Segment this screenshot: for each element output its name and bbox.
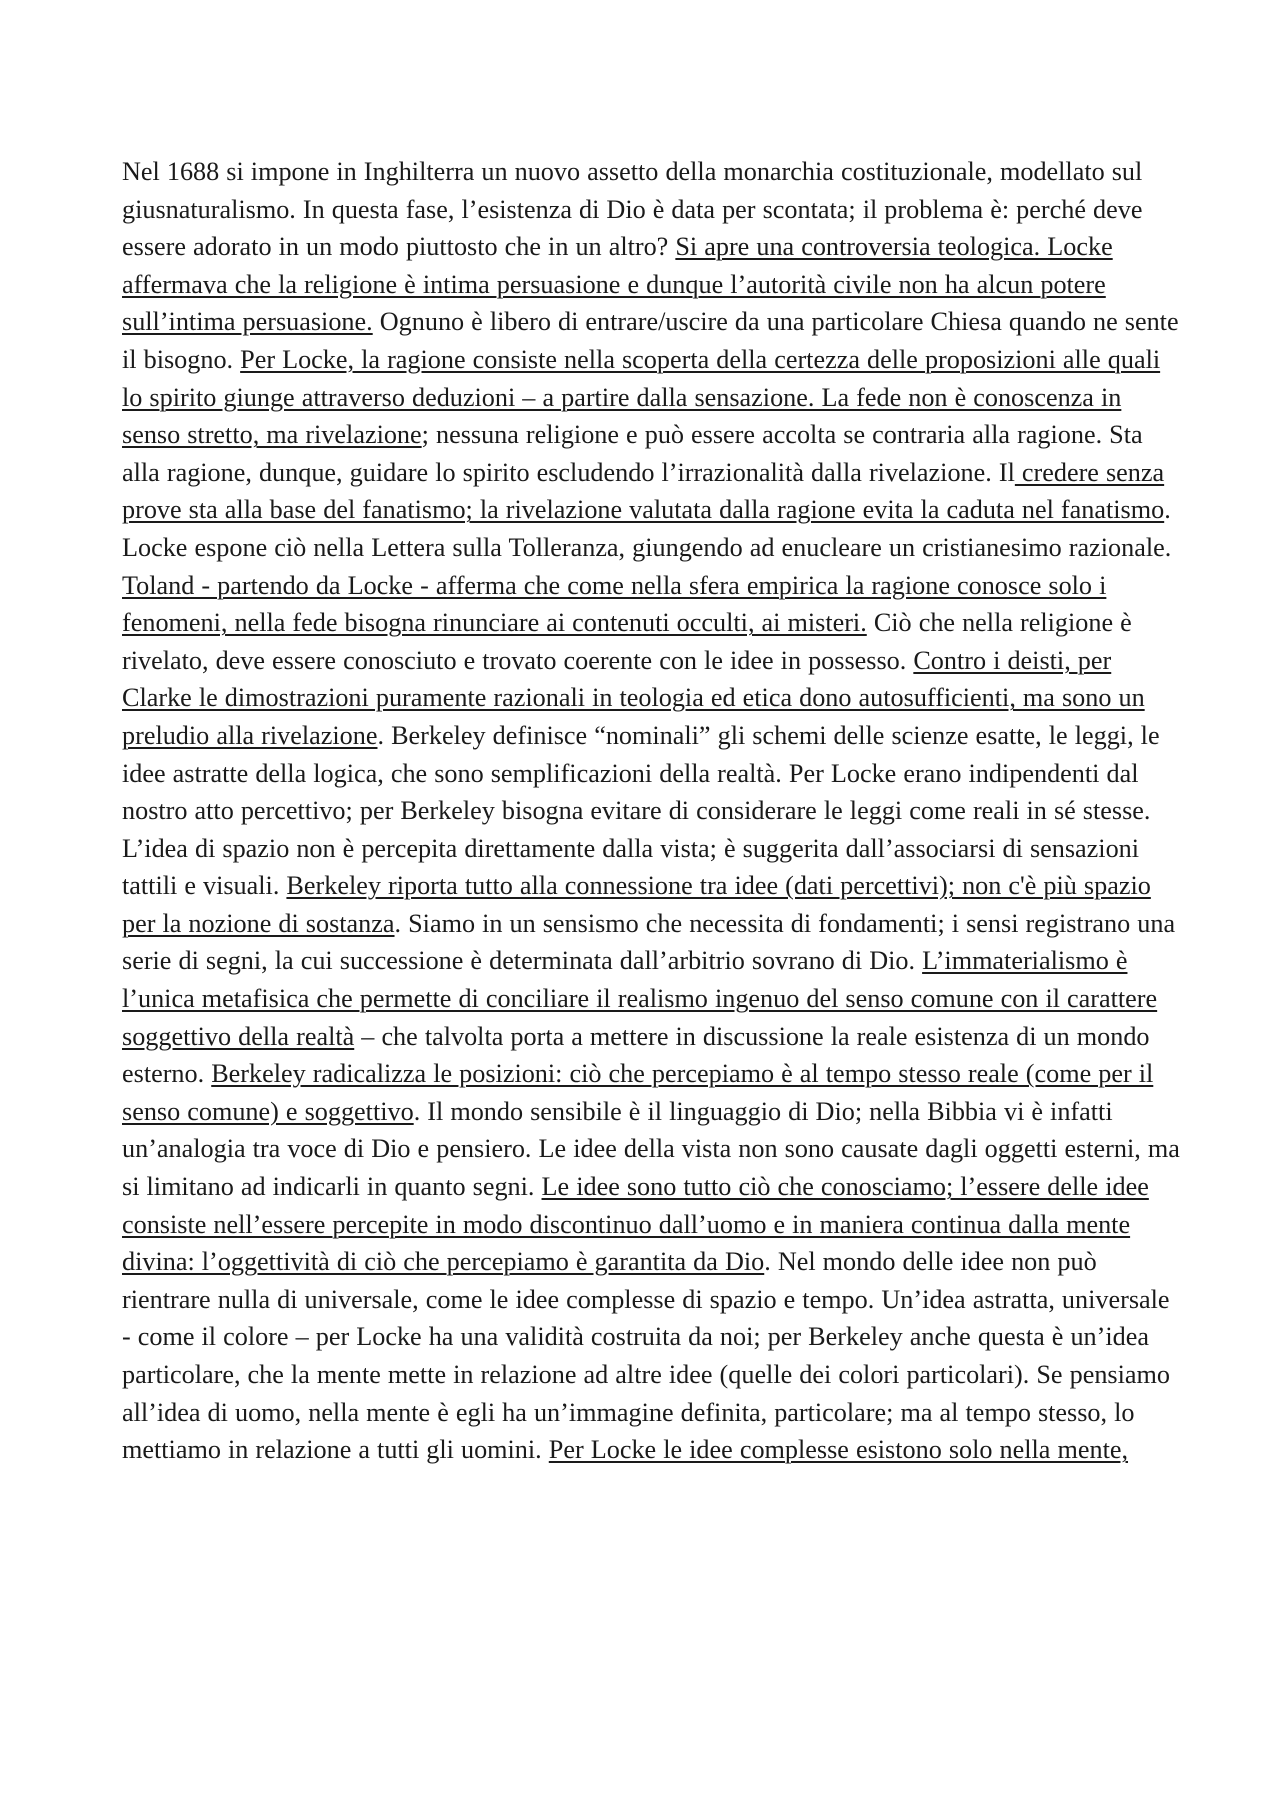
text-segment: ; nessuna religione e può essere accolta se contraria alla ragione. Sta alla ragione, dunque, guidare lo spirito escludendo l’irrazionalità dalla rivelazione. Il bbox=[122, 420, 1143, 487]
text-segment: Nel 1688 si impone in Inghilterra un nuovo assetto della monarchia costituzionale, modellato sul giusnaturalismo. In questa fase, l’esistenza di Dio è data per scontata; il problema è: perché deve essere adorato in un modo piuttosto che in un altro? bbox=[122, 157, 1143, 262]
underlined-text-segment: Si apre una controversia teologica. Locke affermava che la religione è intima persuasione e dunque l’autorità civile non ha alcun potere sull’intima persuasione. bbox=[122, 232, 1113, 337]
text-segment: Ciò che nella religione è rivelato, deve essere conosciuto e trovato coerente con le idee in possesso. bbox=[122, 608, 1132, 675]
text-segment: . Nel mondo delle idee non può rientrare nulla di universale, come le idee complesse di spazio e tempo. Un’idea astratta, universale - come il colore – per Locke ha una validità costruita da noi; per Berkeley anche questa è un’idea particolare, che la mente mette in relazione ad altre idee (quelle dei colori particolari). Se pensiamo all’idea di uomo, nella mente è egli ha un’immagine definita, particolare; ma al tempo stesso, lo mettiamo in relazione a tutti gli uomini. bbox=[122, 1247, 1170, 1465]
underlined-text-segment: Le idee sono tutto ciò che conosciamo; l’essere delle idee consiste nell’essere percepite in modo discontinuo dall’uomo e in maniera continua dalla mente divina: l’oggettività di ciò che percepiamo è garantita da Dio bbox=[122, 1172, 1149, 1277]
underlined-text-segment: Per Locke, la ragione consiste nella scoperta della certezza delle proposizioni alle quali lo spirito giunge attraverso deduzioni – a partire dalla sensazione. La fede non è conoscenza in senso stretto, ma rivelazione bbox=[122, 344, 1161, 450]
underlined-text-segment: credere senza prove sta alla base del fanatismo; la rivelazione valutata dalla ragione evita la caduta nel fanatismo bbox=[122, 457, 1165, 525]
body-paragraph bbox=[122, 153, 1182, 1469]
text-segment: . Berkeley definisce “nominali” gli schemi delle scienze esatte, le leggi, le idee astratte della logica, che sono semplificazioni della realtà. Per Locke erano indipendenti dal nostro atto percettivo; per Berkeley bisogna evitare di considerare le leggi come reali in sé stesse. L’idea di spazio non è percepita direttamente dalla vista; è suggerita dall’associarsi di sensazioni tattili e visuali. bbox=[122, 720, 1160, 901]
underlined-text-segment: L’immaterialismo è l’unica metafisica che permette di conciliare il realismo ingenuo del senso comune con il carattere soggettivo della realtà bbox=[122, 946, 1158, 1051]
text-segment: . Il mondo sensibile è il linguaggio di Dio; nella Bibbia vi è infatti un’analogia tra voce di Dio e pensiero. Le idee della vista non sono causate dagli oggetti esterni, ma si limitano ad indicarli in quanto segni. bbox=[122, 1096, 1180, 1202]
text-segment: . Siamo in un sensismo che necessita di fondamenti; i sensi registrano una serie di segni, la cui successione è determinata dall’arbitrio sovrano di Dio. bbox=[122, 908, 1176, 976]
text-segment: – che talvolta porta a mettere in discussione la reale esistenza di un mondo esterno. bbox=[122, 1021, 1150, 1089]
underlined-text-segment: Berkeley radicalizza le posizioni: ciò che percepiamo è al tempo stesso reale (come per il senso comune) e soggettivo bbox=[122, 1059, 1154, 1126]
underlined-text-segment: Toland - partendo da Locke - afferma che come nella sfera empirica la ragione conosce solo i fenomeni, nella fede bisogna rinunciare ai contenuti occulti, ai misteri. bbox=[122, 570, 1107, 638]
text-segment: Ognuno è libero di entrare/uscire da una particolare Chiesa quando ne sente il bisogno. bbox=[122, 307, 1179, 374]
text-segment: . Locke espone ciò nella Lettera sulla Tolleranza, giungendo ad enucleare un cristianesimo razionale. bbox=[122, 495, 1172, 562]
underlined-text-segment: Berkeley riporta tutto alla connessione tra idee (dati percettivi); non c'è più spazio per la nozione di sostanza bbox=[122, 871, 1151, 938]
underlined-text-segment: Per Locke le idee complesse esistono solo nella mente, bbox=[548, 1435, 1129, 1465]
underlined-text-segment: Contro i deisti, per Clarke le dimostrazioni puramente razionali in teologia ed etica dono autosufficienti, ma sono un preludio alla rivelazione bbox=[122, 645, 1145, 750]
